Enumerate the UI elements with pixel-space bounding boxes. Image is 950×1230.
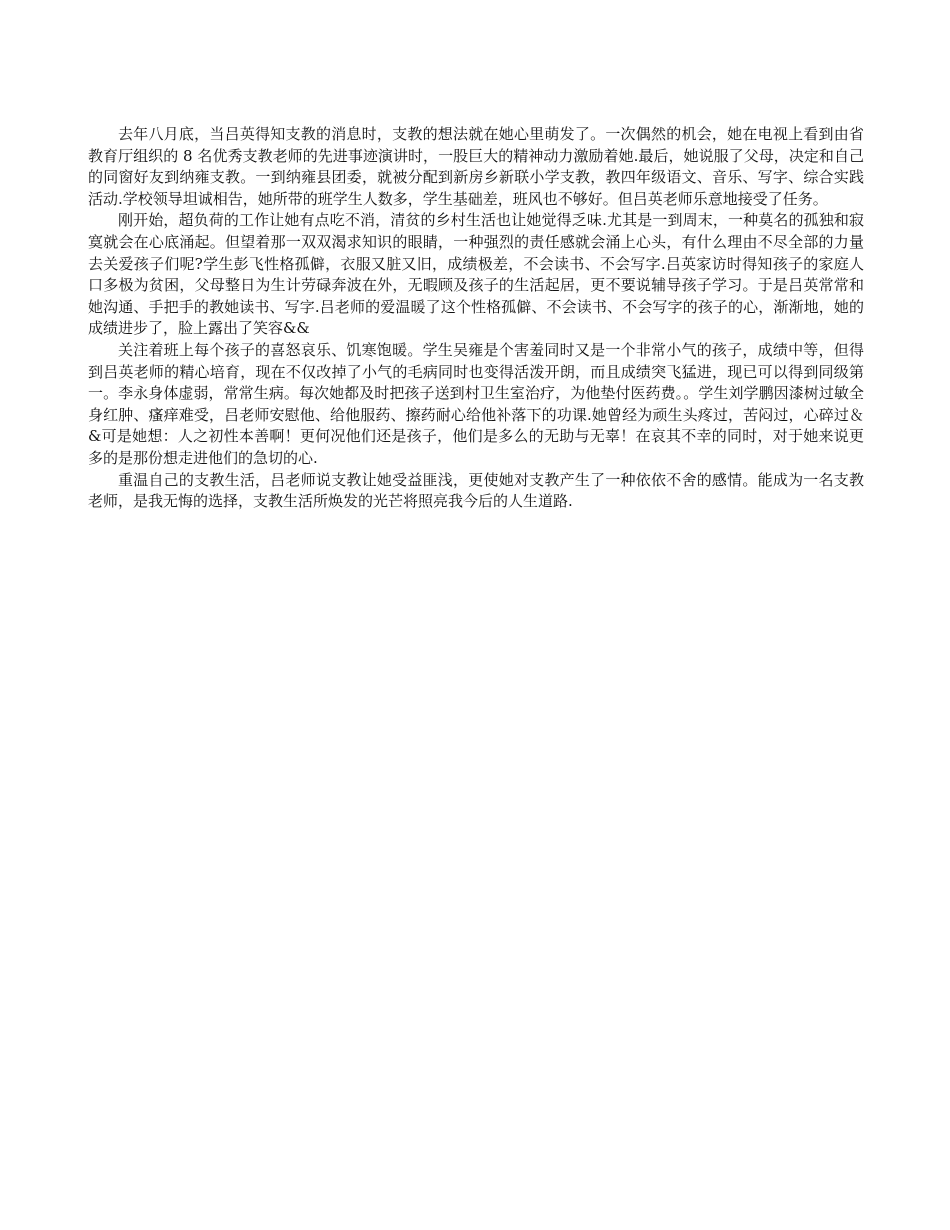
paragraph-2: 刚开始，超负荷的工作让她有点吃不消，清贫的乡村生活也让她觉得乏味.尤其是一到周末，一种莫名的孤独和寂寞就会在心底涌起。但望着那一双双渴求知识的眼睛，一种强烈的责任感就会涌上心头，有什么理由不尽全部的力量去关爱孩子们呢?学生彭飞性格孤僻，衣服又脏又旧，成绩极差，不会读书、不会写字.吕英家访时得知孩子的家庭人口多极为贫困，父母整日为生计劳碌奔波在外，无暇顾及孩子的生活起居，更不要说辅导孩子学习。于是吕英常常和她沟通、手把手的教她读书、写字.吕老师的爱温暖了这个性格孤僻、不会读书、不会写字的孩子的心，渐渐地，她的成绩进步了，脸上露出了笑容&& [88,211,864,338]
paragraph-1: 去年八月底，当吕英得知支教的消息时，支教的想法就在她心里萌发了。一次偶然的机会，她在电视上看到由省教育厅组织的 8 名优秀支教老师的先进事迹演讲时，一股巨大的精神动力激励着她.最后，她说服了父母，决定和自己的同窗好友到纳雍支教。一到纳雍县团委，就被分配到新房乡新联小学支教，教四年级语文、音乐、写字、综合实践活动.学校领导坦诚相告，她所带的班学生人数多，学生基础差，班风也不够好。但吕英老师乐意地接受了任务。 [88,125,864,208]
paragraph-3: 关注着班上每个孩子的喜怒哀乐、饥寒饱暖。学生吴雍是个害羞同时又是一个非常小气的孩子，成绩中等，但得到吕英老师的精心培育，现在不仅改掉了小气的毛病同时也变得活泼开朗，而且成绩突飞猛进，现已可以得到同级第一。李永身体虚弱，常常生病。每次她都及时把孩子送到村卫生室治疗，为他垫付医药费。。学生刘学鹏因漆树过敏全身红肿、瘙痒难受，吕老师安慰他、给他服药、擦药耐心给他补落下的功课.她曾经为顽生头疼过，苦闷过，心碎过＆&可是她想：人之初性本善啊！更何况他们还是孩子，他们是多么的无助与无辜！在哀其不幸的同时，对于她来说更多的是那份想走进他们的急切的心. [88,340,864,467]
paragraph-4: 重温自己的支教生活，吕老师说支教让她受益匪浅，更使她对支教产生了一种依依不舍的感情。能成为一名支教老师，是我无悔的选择，支教生活所焕发的光芒将照亮我今后的人生道路. [88,470,864,511]
document-body [88,124,864,513]
